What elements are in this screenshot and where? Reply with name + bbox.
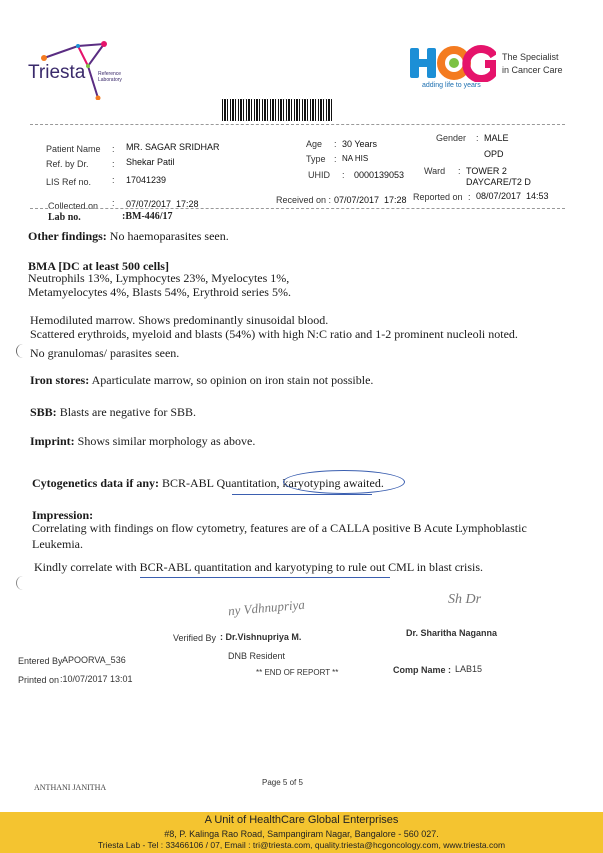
margin-mark-1 (16, 344, 29, 358)
sbb (30, 405, 196, 419)
comp-label: Comp Name : (393, 665, 452, 675)
colon-8: : (458, 166, 461, 176)
footer-line-3: Triesta Lab - Tel : 33466106 / 07, Email : tri@triesta.com, quality.triesta@hcgoncology.com, www.triesta.com (97, 840, 506, 850)
verified-label: Verified By (173, 633, 217, 643)
opd-value: OPD (484, 149, 504, 159)
labno-value: :BM-446/17 (122, 211, 173, 222)
barcode (222, 99, 334, 121)
para-line-1: Hemodiluted marrow. Shows predominantly sinusoidal blood. (30, 313, 329, 327)
colon-7: : (476, 133, 479, 143)
hcg-letters-icon (410, 44, 496, 82)
sbb-label: SBB: (30, 405, 57, 419)
para-line-3: No granulomas/ parasites seen. (30, 346, 180, 360)
pen-circle-mark (283, 470, 405, 494)
triesta-sub1: Reference (98, 71, 122, 77)
lis-label: LIS Ref no. (46, 177, 92, 187)
cyto-label: Cytogenetics data if any: (32, 476, 159, 490)
ward-label: Ward (424, 166, 446, 176)
iron-label: Iron stores: (30, 373, 90, 387)
colon-1: : (112, 144, 115, 154)
age-value: 30 Years (342, 139, 378, 149)
imprint-text: Shows similar morphology as above. (77, 434, 256, 448)
bma-line-1: Neutrophils 13%, Lymphocytes 23%, Myelocytes 1%, (28, 271, 290, 285)
colon-5: : (334, 154, 337, 164)
pen-underline-1 (232, 494, 372, 495)
entered-label: Entered By (18, 656, 63, 666)
signature-2: Sh Dr (448, 592, 482, 607)
received-value: 07/07/2017 17:28 (334, 195, 407, 205)
triesta-sub2: Laboratory (98, 77, 122, 83)
triesta-logo (26, 40, 136, 100)
other-text: No haemoparasites seen. (109, 229, 229, 243)
pen-underline-2 (140, 577, 390, 578)
reported-value: 08/07/2017 14:53 (476, 191, 549, 201)
patient-info (30, 124, 565, 224)
gender-value: MALE (484, 133, 509, 143)
patient-name-value: MR. SAGAR SRIDHAR (126, 142, 220, 152)
sbb-text: Blasts are negative for SBB. (59, 405, 196, 419)
footer-bar (0, 812, 603, 853)
other-findings (28, 229, 229, 243)
page-number: Page 5 of 5 (262, 778, 303, 787)
bma-heading: BMA [DC at least 500 cells] (28, 259, 169, 273)
entered-value: APOORVA_536 (62, 655, 126, 665)
uhid-label: UHID (308, 170, 330, 180)
hcg-tagline-2: in Cancer Care (502, 65, 563, 75)
kindly-correlate: Kindly correlate with BCR-ABL quantitation and karyotyping to rule out CML in blast crisis. (34, 560, 484, 574)
hcg-tagline-1: The Specialist (502, 52, 559, 62)
iron-stores (30, 373, 373, 387)
footer-line-1: A Unit of HealthCare Global Enterprises (204, 814, 399, 826)
colon-10: : (468, 192, 471, 202)
received-label: Received on : (276, 195, 332, 205)
printed-value: :10/07/2017 13:01 (60, 674, 133, 684)
footer-line-2: #8, P. Kalinga Rao Road, Sampangiram Nagar, Bangalore - 560 027. (164, 829, 439, 839)
verified-value: : Dr.Vishnupriya M. (220, 632, 302, 642)
reported-label: Reported on (413, 192, 463, 202)
collected-value: 07/07/2017 17:28 (126, 199, 199, 209)
uhid-value: 0000139053 (354, 170, 405, 180)
colon-2: : (112, 159, 115, 169)
iron-text: Aparticulate marrow, so opinion on iron stain not possible. (91, 373, 374, 387)
bma-line-2: Metamyelocytes 4%, Blasts 54%, Erythroid series 5%. (28, 285, 291, 299)
ward-value-1: TOWER 2 (466, 166, 507, 176)
cyto-text: BCR-ABL Quantitation, karyotyping awaited. (161, 476, 384, 490)
impression-line-1: Correlating with findings on flow cytometry, features are of a CALLA positive B Acute Lymphoblastic (32, 521, 527, 535)
bottom-name: ANTHANI JANITHA (34, 783, 107, 792)
imprint (30, 434, 255, 448)
impression-label: Impression: (32, 508, 94, 522)
colon-9: : (112, 198, 115, 208)
printed-label: Printed on (18, 675, 60, 685)
divider-bottom (30, 208, 565, 209)
imprint-label: Imprint: (30, 434, 75, 448)
type-value: NA HIS (342, 154, 369, 163)
signature-1: ny Vdhnupriya (227, 596, 306, 619)
impression-line-2: Leukemia. (32, 537, 83, 551)
gender-label: Gender (436, 133, 467, 143)
divider-top (30, 124, 565, 125)
labno-label: Lab no. (48, 212, 81, 223)
doctor-2: Dr. Sharitha Naganna (406, 628, 498, 638)
end-of-report: ** END OF REPORT ** (256, 668, 339, 677)
triesta-name: Triesta (28, 62, 86, 83)
ref-label: Ref. by Dr. (46, 159, 89, 169)
type-label: Type (306, 154, 326, 164)
ward-value-2: DAYCARE/T2 D (466, 177, 531, 187)
hcg-logo (410, 44, 590, 94)
comp-value: LAB15 (455, 664, 483, 674)
colon-4: : (334, 139, 337, 149)
para-line-2: Scattered erythroids, myeloid and blasts (54%) with high N:C ratio and 1-2 prominent nucleoli noted. (30, 327, 518, 341)
other-label: Other findings: (28, 229, 107, 243)
collected-label: Collected on (48, 201, 99, 211)
hcg-adding: adding life to years (422, 82, 481, 89)
margin-mark-2 (16, 576, 27, 590)
dnb-resident: DNB Resident (228, 651, 286, 661)
colon-6: : (342, 170, 345, 180)
lis-value: 17041239 (126, 175, 167, 185)
patient-name-label: Patient Name (46, 144, 101, 154)
colon-3: : (112, 175, 115, 185)
age-label: Age (306, 139, 323, 149)
ref-value: Shekar Patil (126, 157, 175, 167)
